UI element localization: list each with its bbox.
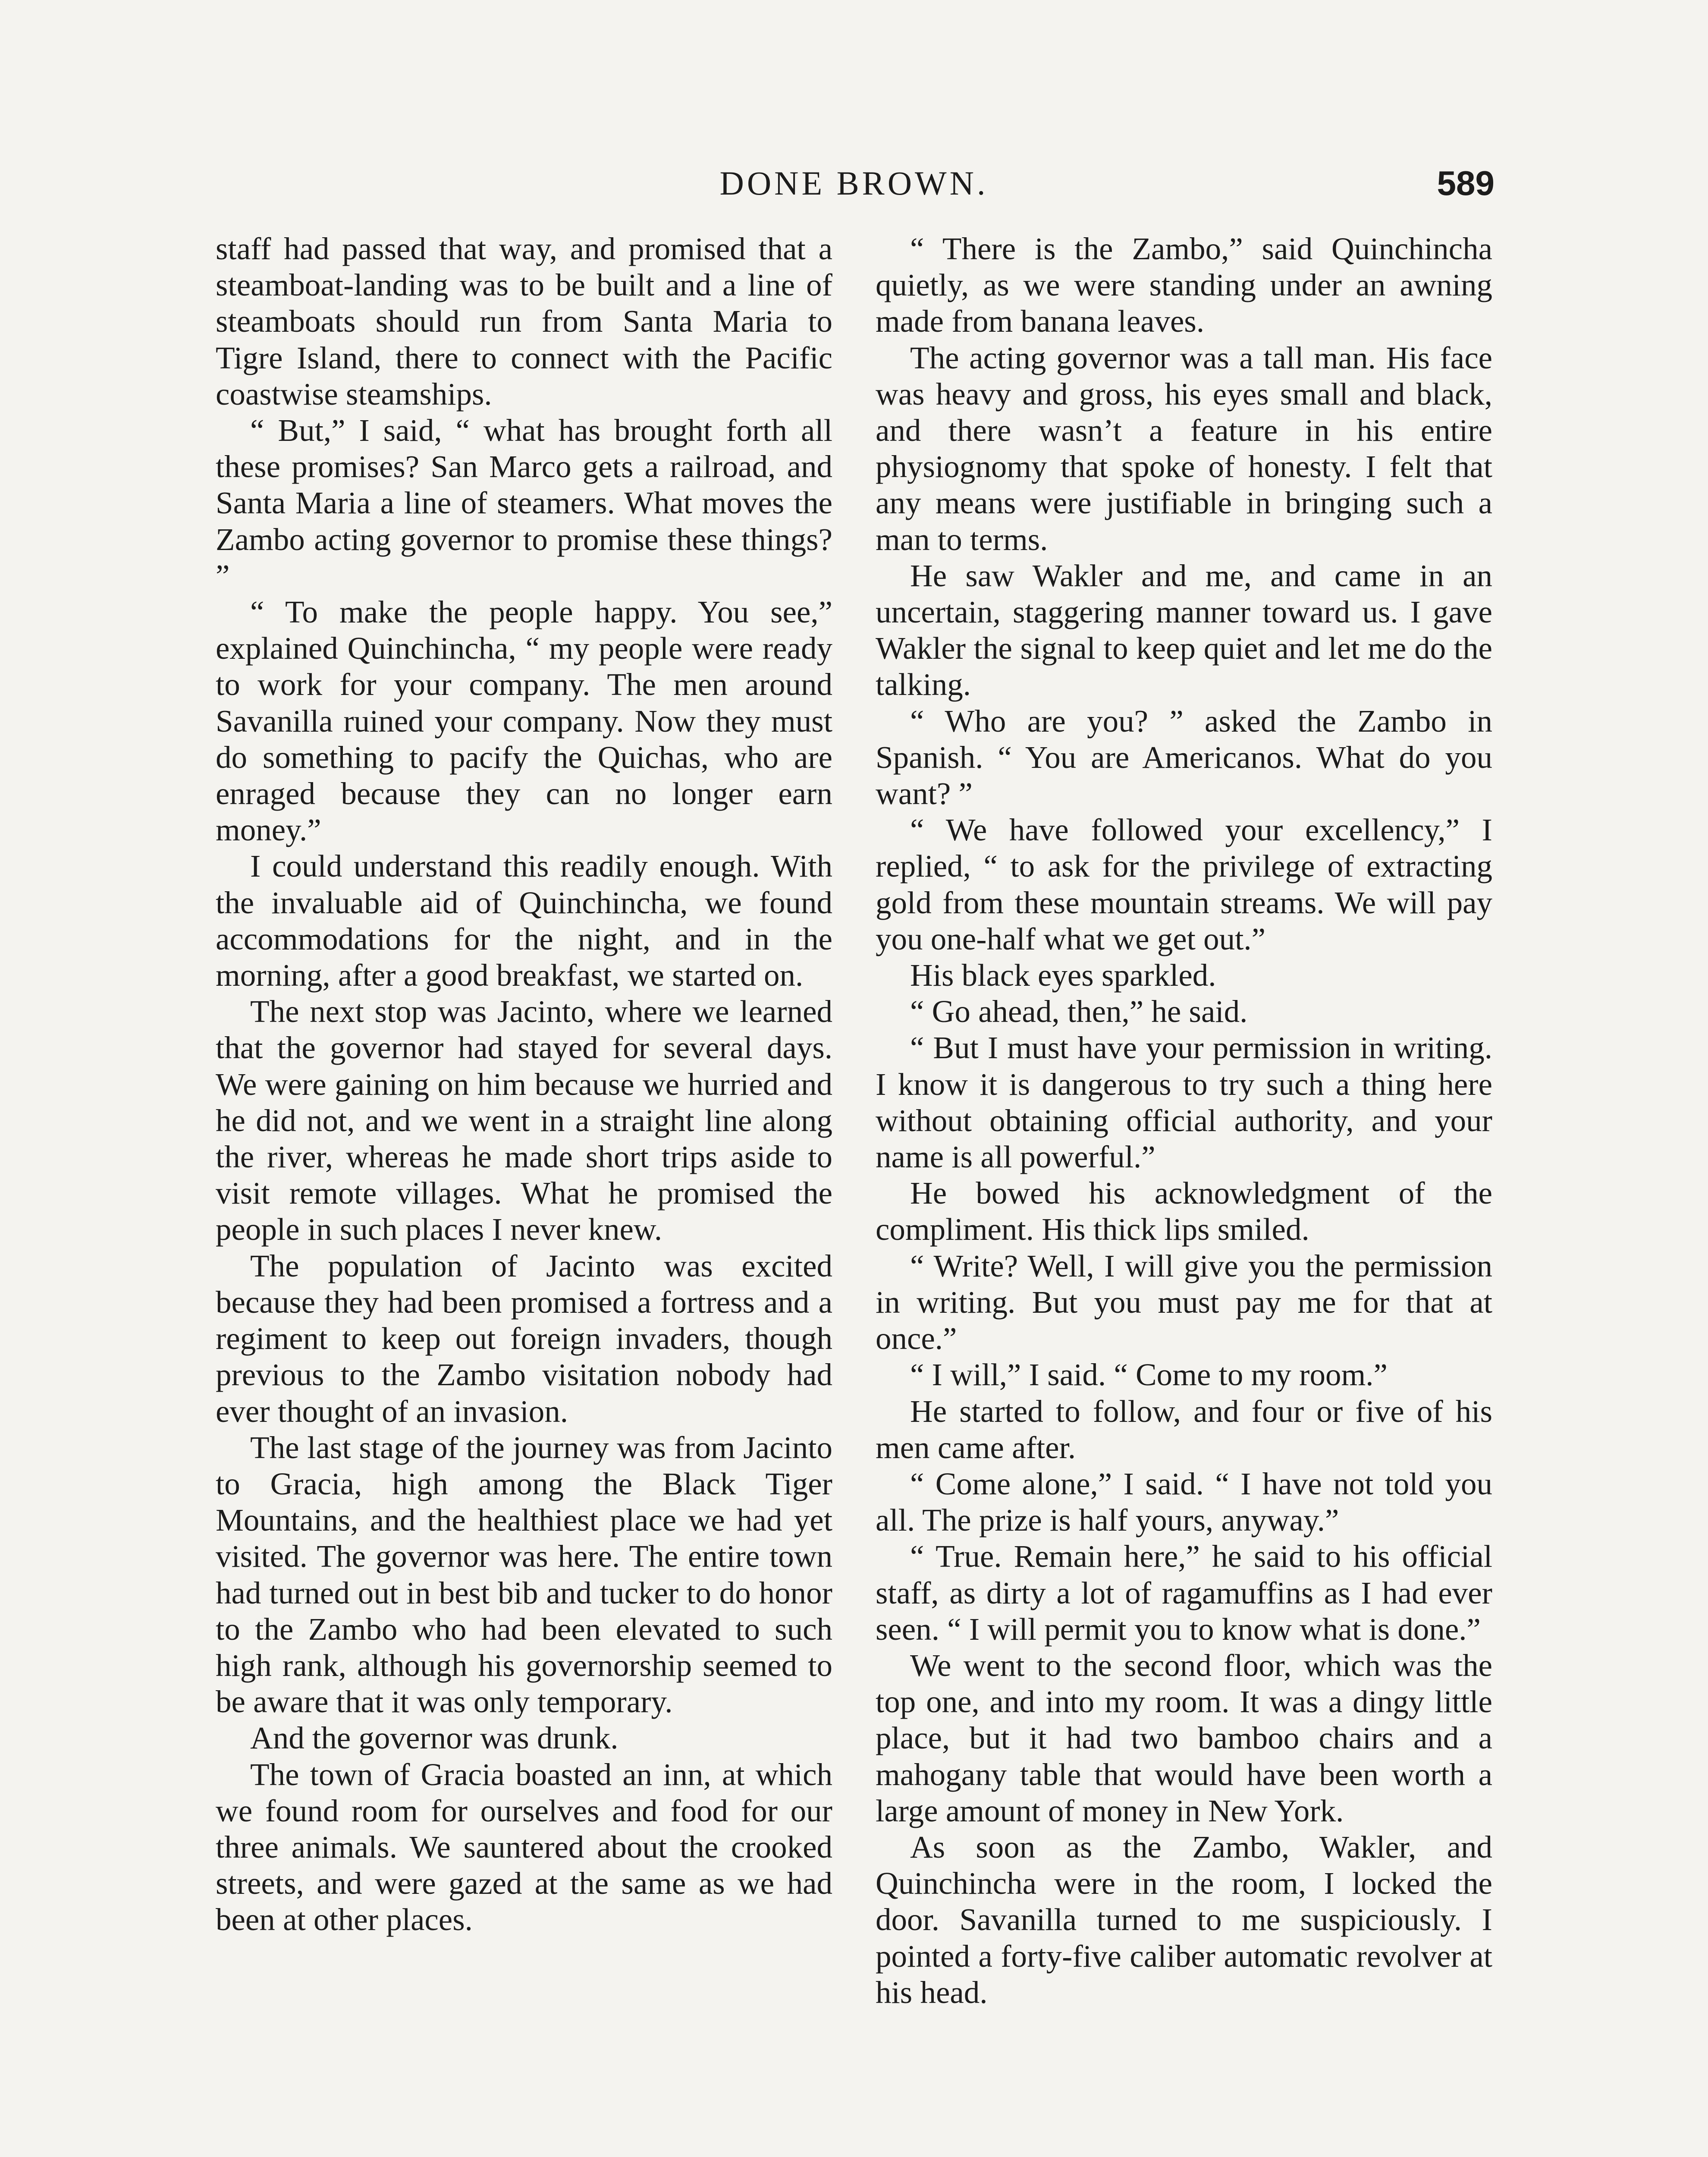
paragraph: “ We have followed your excellency,” I replied, “ to ask for the privilege of extracting gold from these mountain streams. We will pay you one-half what we get out.” — [876, 812, 1492, 956]
paragraph: staff had passed that way, and promised that a steamboat-landing was to be built and a line of steamboats should run from Santa Maria to Tigre Island, there to connect with the Pacific coastwise steamships. — [216, 231, 832, 412]
paragraph: He saw Wakler and me, and came in an uncertain, staggering manner toward us. I gave Wakler the signal to keep quiet and let me do the talking. — [876, 558, 1492, 702]
paragraph: “ But,” I said, “ what has brought forth all these promises? San Marco gets a railroad, and Santa Maria a line of steamers. What moves the Zambo acting governor to promise these things? ” — [216, 413, 832, 593]
paragraph: We went to the second floor, which was the top one, and into my room. It was a dingy little place, but it had two bamboo chairs and a mahogany table that would have been worth a large amount of money in New York. — [876, 1648, 1492, 1828]
paragraph: “ Come alone,” I said. “ I have not told you all. The prize is half yours, anyway.” — [876, 1466, 1492, 1538]
paragraph: “ But I must have your permission in writing. I know it is dangerous to try such a thing here without obtaining official authority, and your name is all powerful.” — [876, 1030, 1492, 1175]
paragraph: As soon as the Zambo, Wakler, and Quinchincha were in the room, I locked the door. Savanilla turned to me suspiciously. I pointed a forty-five caliber automatic revolver at his head. — [876, 1829, 1492, 2010]
page-number: 589 — [1437, 164, 1494, 202]
paragraph: “ To make the people happy. You see,” explained Quinchincha, “ my people were ready to work for your company. The men around Savanilla ruined your company. Now they must do something to pacify the Quichas, who are enraged because they can no longer earn money.” — [216, 594, 832, 848]
paragraph: The last stage of the journey was from Jacinto to Gracia, high among the Black Tiger Mountains, and the healthiest place we had yet visited. The governor was here. The entire town had turned out in best bib and tucker to do honor to the Zambo who had been elevated to such high rank, although his governorship seemed to be aware that it was only temporary. — [216, 1430, 832, 1720]
right-column — [876, 231, 1492, 2011]
paragraph: “ Write? Well, I will give you the permission in writing. But you must pay me for that at once.” — [876, 1248, 1492, 1356]
page-header — [0, 160, 1708, 211]
paragraph: The town of Gracia boasted an inn, at which we found room for ourselves and food for our three animals. We sauntered about the crooked streets, and were gazed at the same as we had been at other places. — [216, 1757, 832, 1937]
paragraph: “ Go ahead, then,” he said. — [910, 994, 1248, 1029]
paragraph: The population of Jacinto was excited because they had been promised a fortress and a regiment to keep out foreign invaders, though previous to the Zambo visitation nobody had ever thought of an invasion. — [216, 1248, 832, 1429]
paragraph: He bowed his acknowledgment of the compliment. His thick lips smiled. — [876, 1176, 1492, 1247]
left-column — [216, 231, 832, 1938]
running-title: DONE BROWN. — [719, 164, 989, 202]
paragraph: “ There is the Zambo,” said Quinchincha quietly, as we were standing under an awning made from banana leaves. — [876, 231, 1492, 339]
paragraph: The acting governor was a tall man. His face was heavy and gross, his eyes small and black, and there wasn’t a feature in his entire physiognomy that spoke of honesty. I felt that any means were justifiable in bringing such a man to terms. — [876, 340, 1492, 557]
paragraph: The next stop was Jacinto, where we learned that the governor had stayed for several days. We were gaining on him because we hurried and he did not, and we went in a straight line along the river, whereas he made short trips aside to visit remote villages. What he promised the people in such places I never knew. — [216, 994, 832, 1247]
paragraph: His black eyes sparkled. — [910, 958, 1216, 993]
paragraph: I could understand this readily enough. With the invaluable aid of Quinchincha, we found accommodations for the night, and in the morning, after a good breakfast, we started on. — [216, 849, 832, 993]
paragraph: “ True. Remain here,” he said to his official staff, as dirty a lot of ragamuffins as I had ever seen. “ I will permit you to know what is done.” — [876, 1539, 1492, 1647]
paragraph: And the governor was drunk. — [250, 1720, 619, 1756]
paragraph: “ Who are you? ” asked the Zambo in Spanish. “ You are Americanos. What do you want? ” — [876, 703, 1492, 811]
paragraph: “ I will,” I said. “ Come to my room.” — [910, 1357, 1388, 1393]
paragraph: He started to follow, and four or five of his men came after. — [876, 1393, 1492, 1465]
